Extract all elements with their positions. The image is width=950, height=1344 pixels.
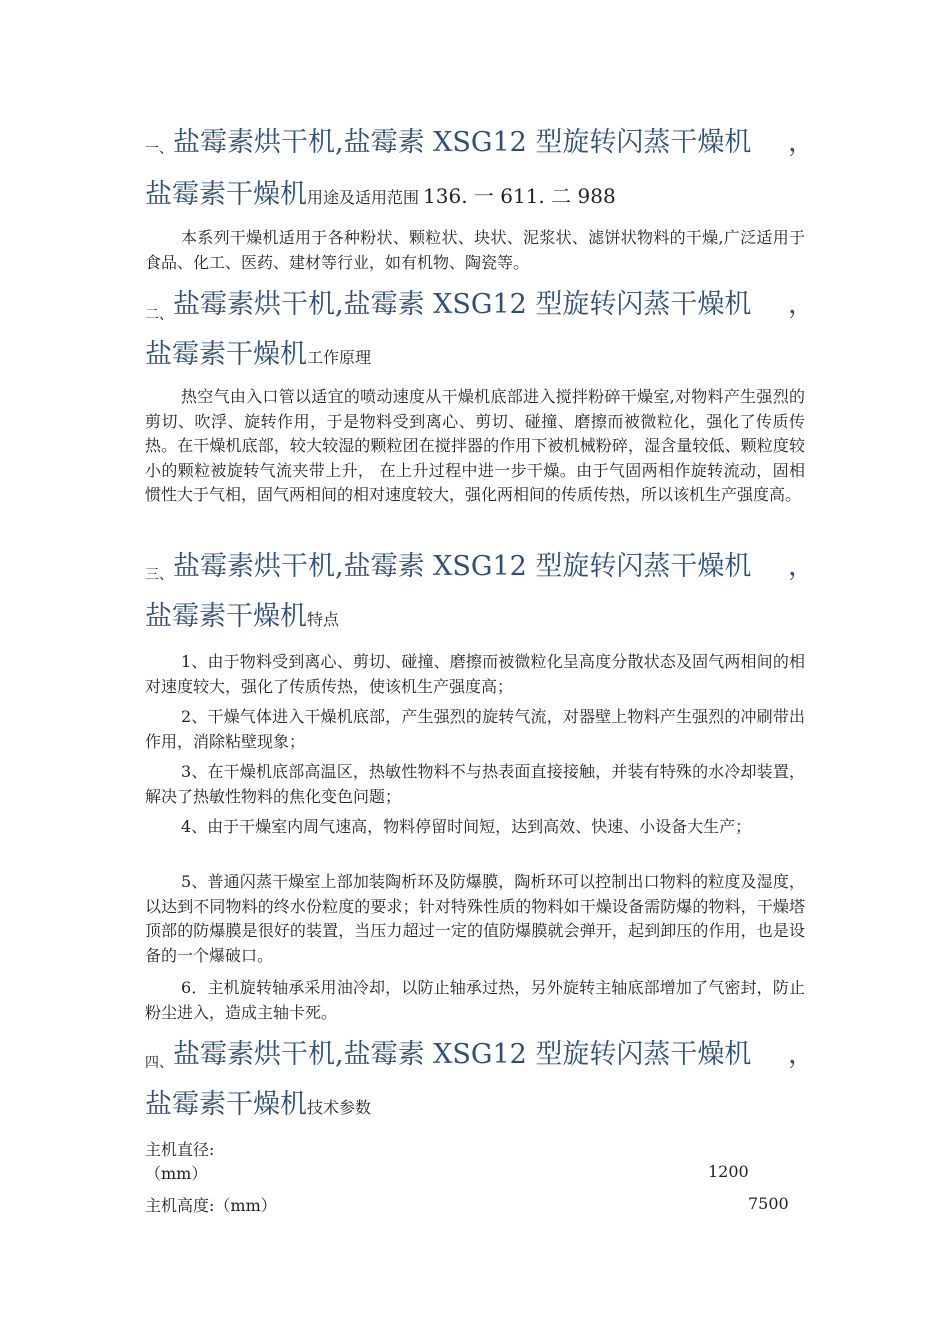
heading-comma: ，: [788, 1039, 815, 1070]
spec-diameter-label: 主机直径:: [145, 1140, 215, 1159]
heading-phone: 136. 一 611. 二 988: [423, 184, 616, 208]
feature-item: 6．主机旋转轴承采用油冷却，以防止轴承过热，另外旋转主轴底部增加了气密封，防止粉尘进入，造成主轴卡死。: [145, 978, 805, 1022]
heading-line2: 盐霉素干燥机技术参数: [145, 1089, 372, 1120]
section-2-text: 热空气由入口管以适宜的喷动速度从干燥机底部进入搅拌粉碎干燥室,对物料产生强烈的剪切、吹浮、旋转作用，于是物料受到离心、剪切、碰撞、磨擦而被微粒化，强化了传质传热。在干燥机底部，较大较湿的颗粒团在搅拌器的作用下被机械粉碎，湿含量较低、颗粒度较小的颗粒被旋转气流夹带上升， 在上升过程中进一步干燥。由于气固两相作旋转流动，固相惯性大于气相，固气两相间的相对速度较大，强化两相间的传质传热，所以该机生产强度高。: [145, 387, 805, 504]
spec-height-label: 主机高度:（mm）: [145, 1196, 277, 1215]
heading-comma: ，: [788, 127, 815, 158]
heading-suffix: 技术参数: [307, 1098, 372, 1117]
heading-comma: ，: [788, 289, 815, 320]
spec-diameter-unit: （mm）: [145, 1164, 208, 1183]
heading-line2: 盐霉素干燥机特点: [145, 601, 340, 632]
heading-comma: ，: [788, 551, 815, 582]
feature-item: 4、由于干燥室内周气速高，物料停留时间短，达到高效、快速、小设备大生产；: [181, 817, 752, 836]
heading-number: 三、: [145, 567, 173, 583]
heading-suffix: 工作原理: [307, 348, 372, 367]
spec-height-value: 7500: [748, 1194, 789, 1213]
heading-title: 盐霉素烘干机,盐霉素 XSG12 型旋转闪蒸干燥机: [173, 127, 752, 158]
section-heading-3: [145, 542, 815, 642]
feature-item: 2、干燥气体进入干燥机底部，产生强烈的旋转气流，对器壁上物料产生强烈的冲刷带出作用，消除粘壁现象；: [145, 707, 805, 751]
heading-line2: 盐霉素干燥机用途及适用范围 136. 一 611. 二 988: [145, 179, 616, 210]
heading-line2: 盐霉素干燥机工作原理: [145, 339, 372, 370]
heading-title: 盐霉素烘干机,盐霉素 XSG12 型旋转闪蒸干燥机: [173, 1039, 752, 1070]
feature-item: 5、普通闪蒸干燥室上部加装陶析环及防爆膜，陶析环可以控制出口物料的粒度及湿度，以达到不同物料的终水份粒度的要求；针对特殊性质的物料如干燥设备需防爆的物料，干燥塔顶部的防爆膜是很好的装置，当压力超过一定的值防爆膜就会弹开，起到卸压的作用，也是设备的一个爆破口。: [145, 872, 805, 965]
heading-number: 二、: [145, 307, 173, 323]
heading-title: 盐霉素烘干机,盐霉素 XSG12 型旋转闪蒸干燥机: [173, 551, 752, 582]
section-heading-4: [145, 1030, 815, 1130]
feature-item: 3、在干燥机底部高温区，热敏性物料不与热表面直接接触，并装有特殊的水冷却装置，解决了热敏性物料的焦化变色问题；: [145, 762, 805, 806]
heading-title: 盐霉素烘干机,盐霉素 XSG12 型旋转闪蒸干燥机: [173, 289, 752, 320]
heading-suffix: 特点: [307, 610, 340, 629]
section-heading-2: [145, 280, 815, 380]
feature-item: 1、由于物料受到离心、剪切、碰撞、磨擦而被微粒化呈高度分散状态及固气两相间的相对速度较大，强化了传质传热，使该机生产强度高；: [145, 652, 805, 696]
spec-diameter-value: 1200: [708, 1162, 749, 1181]
heading-number: 一、: [145, 141, 173, 157]
section-heading-1: [145, 118, 815, 220]
heading-number: 四、: [145, 1055, 173, 1071]
section-1-text: 本系列干燥机适用于各种粉状、颗粒状、块状、泥浆状、滤饼状物料的干燥,广泛适用于食品、化工、医药、建材等行业，如有机物、陶瓷等。: [145, 228, 805, 272]
heading-suffix: 用途及适用范围: [307, 188, 420, 207]
